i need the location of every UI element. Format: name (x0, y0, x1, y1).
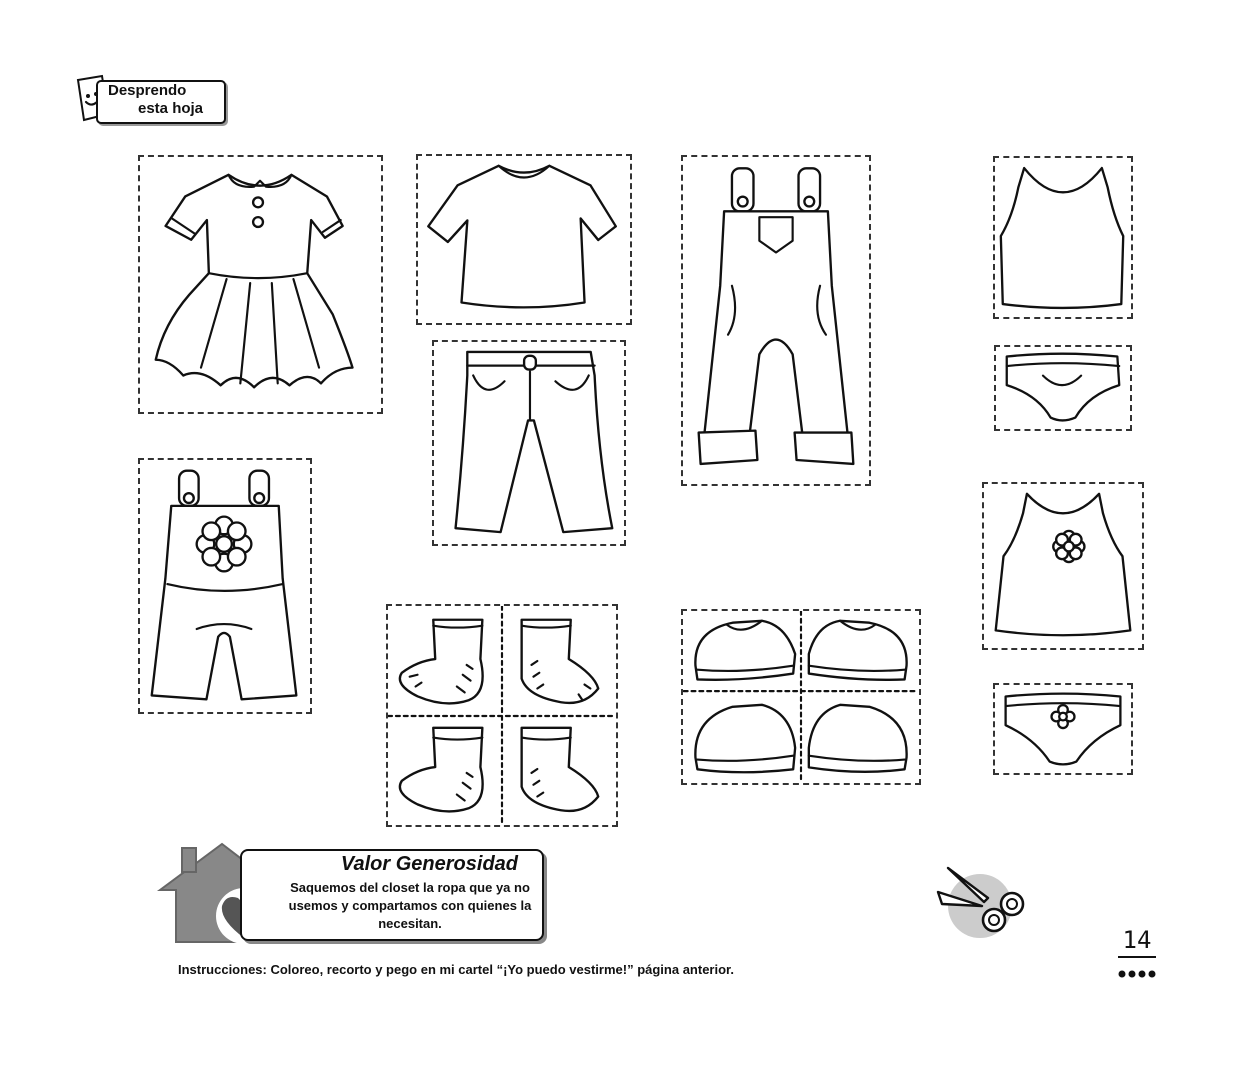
cutout-socks[interactable] (386, 604, 618, 827)
instructions: Instrucciones: Coloreo, recorto y pego en mi cartel “¡Yo puedo vestirme!” página anterior. (178, 962, 734, 977)
cutout-t-shirt[interactable] (416, 154, 632, 325)
shoes-icon (683, 611, 919, 783)
value-title: Valor Generosidad (340, 853, 518, 875)
flower-icon (197, 517, 252, 572)
page-number-underline (1118, 956, 1156, 958)
girl-underwear-icon (995, 685, 1131, 773)
cutout-girl-overall-shorts[interactable] (138, 458, 312, 714)
detach-page-badge (72, 74, 228, 122)
socks-icon (388, 606, 616, 825)
page-number-text: 14 (1122, 926, 1152, 954)
cutout-girl-underwear[interactable] (993, 683, 1133, 775)
t-shirt-icon (418, 156, 630, 323)
cutout-girl-top[interactable] (982, 482, 1144, 650)
badge-line2: esta hoja (138, 100, 204, 117)
cutout-shoes[interactable] (681, 609, 921, 785)
cutout-undershirt[interactable] (993, 156, 1133, 319)
scissors-icon (928, 862, 1032, 942)
cutout-jeans[interactable] (432, 340, 626, 546)
girl-top-icon (984, 484, 1142, 648)
cutout-overalls[interactable] (681, 155, 871, 486)
dots-icon (1114, 968, 1160, 980)
cutout-dress[interactable] (138, 155, 383, 414)
value-text: Saquemos del closet la ropa que ya no usemos y compartamos con quienes la necesitan. (288, 880, 532, 931)
undershirt-icon (995, 158, 1131, 317)
dress-icon (140, 157, 381, 412)
jeans-icon (434, 342, 624, 544)
value-callout (156, 842, 556, 947)
briefs-icon (996, 347, 1130, 429)
badge-line1: Desprendo (108, 82, 187, 99)
page-number (1114, 926, 1160, 986)
girl-overall-shorts-icon (140, 460, 310, 712)
flower-icon (1053, 531, 1084, 562)
overalls-icon (683, 157, 869, 484)
cutout-briefs[interactable] (994, 345, 1132, 431)
